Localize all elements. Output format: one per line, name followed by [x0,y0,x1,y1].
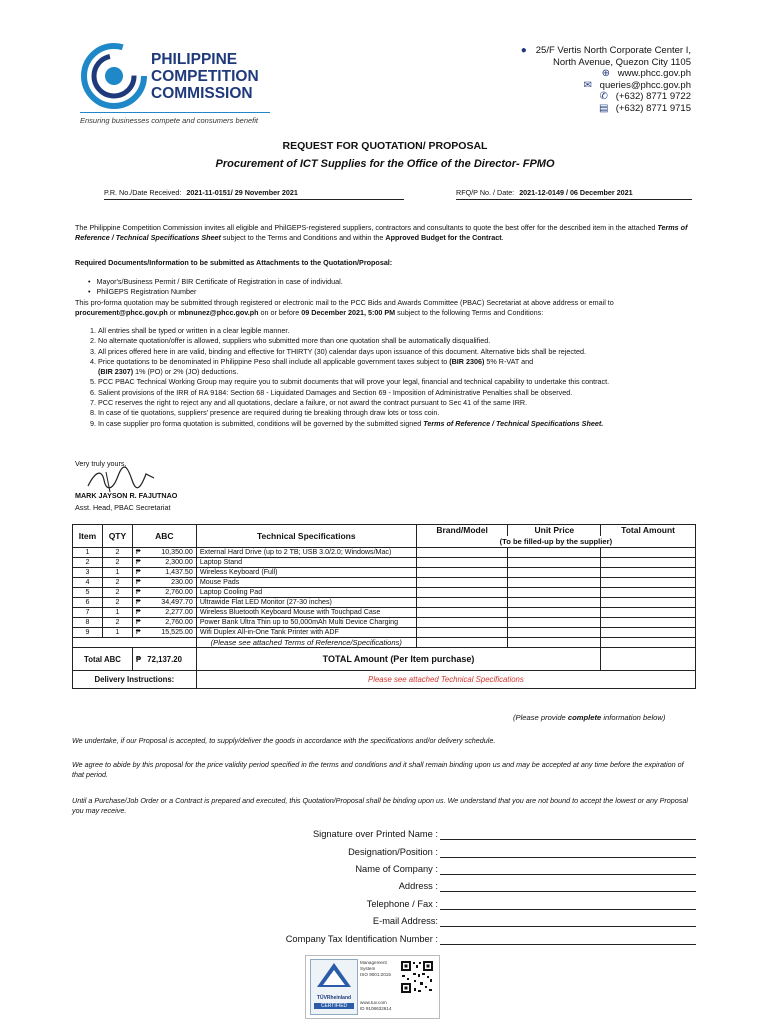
rfq-value: 2021-12-0149 / 06 December 2021 [519,188,633,197]
table-row [73,568,696,578]
item-number: 4 [73,578,103,588]
phone-number: (+632) 8771 9722 [615,91,691,102]
submission-deadline: 09 December 2021, 5:00 PM [301,308,396,318]
item-number: 2 [73,558,103,568]
table-row [73,608,696,618]
signature-field-row [0,881,770,898]
item-number: 5 [73,588,103,598]
brand-model-input[interactable] [416,558,508,568]
delivery-label: Delivery Instructions: [73,671,197,689]
total-amount-row-input[interactable] [601,628,696,638]
signature-field-row [0,899,770,916]
submission-end: subject to the following Terms and Conditions: [395,308,544,318]
term4-text-2: 5% R-VAT and [484,356,534,366]
intro-paragraph [75,223,693,243]
total-amount-row-input[interactable] [601,588,696,598]
brand-model-input[interactable] [416,628,508,638]
email-link[interactable]: queries@phcc.gov.ph [599,79,691,91]
signatory-title: Asst. Head, PBAC Secretariat [75,503,171,512]
item-number: 1 [73,548,103,558]
total-amount-row-input[interactable] [601,598,696,608]
item-spec: Wifi Duplex All-in-One Tank Printer with ADF [196,628,416,638]
signature-field-input[interactable] [440,857,696,858]
spacer-cell [73,638,197,648]
items-table-wrapper [72,524,696,689]
item-number: 6 [73,598,103,608]
brand-model-input[interactable] [416,548,508,558]
item-abc: 2,760.00 [165,588,193,596]
signatory-name: MARK JAYSON R. FAJUTNAO [75,491,178,500]
total-abc-value: 72,137.20 [147,654,182,664]
spacer-cell [508,638,601,648]
item-qty: 2 [102,598,132,608]
term9-text: In case supplier pro forma quotation is submitted, conditions will be governed by the submitted signed [98,418,424,428]
table-row [73,558,696,568]
globe-icon: ⊕ [601,68,610,79]
submission-paragraph [75,298,695,318]
signature-field-row [0,847,770,864]
required-item-text: Mayor's/Business Permit / BIR Certificate of Registration in case of individual. [96,277,343,286]
item-spec: Wireless Bluetooth Keyboard Mouse with Touchpad Case [196,608,416,618]
col-header-qty: QTY [102,525,132,548]
items-table [72,524,696,689]
address-line2: North Avenue, Quezon City 1105 [552,56,691,68]
org-name-line3: COMMISSION [151,85,253,102]
signature-field-label: Name of Company : [355,864,438,874]
peso-sign: ₱ [135,598,141,606]
fill-note: (To be filled-up by the supplier) [416,536,695,548]
closing-text: Very truly yours, [75,459,127,468]
signature-field-label: Company Tax Identification Number : [285,934,438,944]
signature-field-label: Address : [398,881,438,891]
brand-model-input[interactable] [416,568,508,578]
terms-list [80,326,695,429]
term9-tor: Terms of Reference / Technical Specifications Sheet. [423,418,604,428]
signature-field-row [0,916,770,933]
signature-field-row [0,829,770,846]
term-item [98,357,695,378]
cert-site: www.tuv.com [360,1000,387,1005]
total-amount-input[interactable] [601,648,696,671]
org-tagline: Ensuring businesses compete and consumers benefit [80,116,259,125]
peso-sign: ₱ [135,558,141,566]
cert-id: ID 9108632614 [360,1006,392,1011]
tuv-triangle-icon [311,960,357,990]
unit-price-input[interactable] [508,558,601,568]
submission-email-2[interactable]: mbnunez@phcc.gov.ph [178,308,259,318]
peso-sign: ₱ [135,608,141,616]
item-abc: 34,497.70 [161,598,193,606]
peso-sign: ₱ [135,568,141,576]
website-link[interactable]: www.phcc.gov.ph [617,68,691,79]
total-amount-label: TOTAL Amount (Per Item purchase) [196,648,600,671]
undertaking-3: Until a Purchase/Job Order or a Contract is prepared and executed, this Quotation/Proposal shall be binding upon us. We understand that you are not bound to accept the lowest or any Proposal you may receive. [72,796,688,816]
logo-underline [80,112,270,113]
total-amount-row-input[interactable] [601,608,696,618]
signature-field-label: E-mail Address: [372,916,438,926]
item-spec: Power Bank Ultra Thin up to 50,000mAh Multi Device Charging [196,618,416,628]
required-list [88,277,343,297]
submission-or: or [167,308,179,318]
tuv-badge-top: TÜVRheinland [316,995,352,1001]
signature-field-input[interactable] [440,944,696,945]
complete-note-c: information below) [601,713,666,722]
unit-price-input[interactable] [508,618,601,628]
envelope-icon: ✉ [583,79,592,91]
term4-bir2306: (BIR 2306) [449,356,485,366]
unit-price-input[interactable] [508,608,601,618]
brand-model-input[interactable] [416,618,508,628]
peso-sign: ₱ [135,618,141,626]
brand-model-input[interactable] [416,598,508,608]
spacer-cell [416,638,508,648]
intro-text-2: subject to the Terms and Conditions and within the [220,233,386,243]
item-spec: Laptop Cooling Pad [196,588,416,598]
tuv-logo [310,959,358,1015]
total-abc-cell [132,648,196,671]
signature-field-row [0,934,770,951]
org-logo [80,42,148,110]
page-title: REQUEST FOR QUOTATION/ PROPOSAL [282,140,488,152]
item-qty: 1 [102,568,132,578]
item-number: 9 [73,628,103,638]
signature-field-label: Signature over Printed Name : [312,829,438,839]
phone-icon: ✆ [599,91,608,102]
term-item [98,419,695,429]
peso-sign: ₱ [135,588,141,596]
pr-value: 2021-11-0151/ 29 November 2021 [186,188,298,197]
item-number: 3 [73,568,103,578]
col-header-abc: ABC [132,525,196,548]
item-qty: 2 [102,558,132,568]
total-amount-row-input[interactable] [601,568,696,578]
total-amount-row-input[interactable] [601,558,696,568]
page-subtitle: Procurement of ICT Supplies for the Office of the Director- FPMO [215,158,555,170]
item-spec: Ultrawide Flat LED Monitor (27-30 inches) [196,598,416,608]
item-qty: 2 [102,618,132,628]
certification-badge [305,955,440,1019]
item-abc-cell [132,598,196,608]
unit-price-input[interactable] [508,588,601,598]
item-abc: 15,525.00 [161,628,193,636]
item-qty: 1 [102,628,132,638]
item-abc: 2,300.00 [165,558,193,566]
table-row [73,628,696,638]
item-abc-cell [132,618,196,628]
total-amount-row-input[interactable] [601,618,696,628]
complete-note-b: complete [567,713,602,722]
qr-code [400,960,434,994]
col-header-specs: Technical Specifications [196,525,416,548]
rfq-label: RFQ/P No. / Date: [456,188,515,197]
item-number: 7 [73,608,103,618]
total-amount-row-input[interactable] [601,548,696,558]
item-spec: Wireless Keyboard (Full) [196,568,416,578]
peso-sign: ₱ [135,628,141,636]
location-pin-icon: ● [520,45,527,56]
col-header-total: Total Amount [601,525,696,537]
item-qty: 2 [102,578,132,588]
total-amount-row-input[interactable] [601,578,696,588]
tuv-badge-bottom: CERTIFIED [314,1003,354,1009]
intro-tor: Terms of Reference / Technical Specifications Sheet [75,223,688,243]
signature-field-row [0,864,770,881]
submission-on-before: on or before [258,308,302,318]
undertaking-2: We agree to abide by this proposal for the price validity period specified in the terms and conditions and it shall remain binding upon us and may be accepted at any time before the expiration of that period. [72,760,684,780]
unit-price-input[interactable] [508,628,601,638]
complete-note-a: (Please provide [513,713,568,722]
address-line1: 25/F Vertis North Corporate Center I, [535,45,691,56]
term-item: 8. In case of tie quotations, suppliers' presence are required during tie breaking through draw lots or toss coin. [98,408,695,418]
intro-text: The Philippine Competition Commission invites all eligible and PhilGEPS-registered suppliers, contractors and consultants to quote the best offer for the described item in the attached [75,223,658,232]
item-abc: 2,760.00 [165,618,193,626]
org-name-line1: PHILIPPINE [151,51,238,68]
spacer-cell [601,638,696,648]
signature-field-input[interactable] [440,891,696,892]
brand-model-input[interactable] [416,578,508,588]
signature-field-label: Telephone / Fax : [366,899,438,909]
item-qty: 2 [102,548,132,558]
item-abc-cell [132,588,196,598]
unit-price-input[interactable] [508,568,601,578]
item-spec: Laptop Stand [196,558,416,568]
peso-sign: ₱ [135,654,142,664]
col-header-brand: Brand/Model [416,525,508,537]
fax-icon: ▤ [598,102,609,114]
fax-number: (+632) 8771 9715 [615,102,691,114]
brand-model-input[interactable] [416,588,508,598]
intro-abc: Approved Budget for the Contract [385,233,502,243]
item-abc-cell [132,558,196,568]
term-item: 7. PCC reserves the right to reject any and all quotations, declare a failure, or not award the contract pursuant to Sec 41 of the same IRR. [98,398,695,408]
brand-model-input[interactable] [416,608,508,618]
item-spec: External Hard Drive (up to 2 TB; USB 3.0/2.0; Windows/Mac) [196,548,416,558]
item-abc-cell [132,578,196,588]
term4-text-3: 1% (PO) or 2% (JO) deductions. [133,367,239,377]
signature-field-input[interactable] [440,874,696,875]
pr-underline [104,199,404,200]
unit-price-input[interactable] [508,548,601,558]
contact-block [518,45,691,114]
col-header-unit-price: Unit Price [508,525,601,537]
cert-system: Management System [360,960,387,971]
total-abc-label: Total ABC [73,648,133,671]
term-item: 1. All entries shall be typed or written in a clear legible manner. [98,326,695,336]
complete-note [513,713,665,722]
term-item: 2. No alternate quotation/offer is allowed, suppliers who submitted more than one quotation shall be automatically disqualified. [98,336,695,346]
attached-note: (Please see attached Terms of Reference/Specifications) [196,638,416,648]
item-abc-cell [132,568,196,578]
signature-field-input[interactable] [440,909,696,910]
table-row [73,548,696,558]
undertaking-1: We undertake, if our Proposal is accepted, to supply/deliver the goods in accordance with the specifications and/or delivery schedule. [72,736,496,745]
signature-field-input[interactable] [440,926,696,927]
item-abc: 10,350.00 [161,548,193,556]
item-spec: Mouse Pads [196,578,416,588]
peso-sign: ₱ [135,578,141,586]
delivery-value: Please see attached Technical Specifications [196,671,695,689]
pr-label: P.R. No./Date Received: [104,188,182,197]
table-row [73,578,696,588]
list-item: • Mayor's/Business Permit / BIR Certificate of Registration in case of individual. [88,277,343,286]
list-item: • PhilGEPS Registration Number [88,287,197,297]
table-row [73,618,696,628]
required-heading: Required Documents/Information to be submitted as Attachments to the Quotation/Proposal: [75,258,393,267]
term4-bir2307: (BIR 2307) [98,367,134,377]
table-row [73,598,696,608]
item-abc: 230.00 [171,578,193,586]
term-item: 5. PCC PBAC Technical Working Group may require you to submit documents that will prove your legal, financial and technical capability to undertake this contract. [98,377,695,387]
item-abc: 2,277.00 [165,608,193,616]
submission-text: This pro-forma quotation may be submitted through registered or electronic mail to the PCC Bids and Awards Committee (PBAC) Secretariat at above address or email to [75,298,614,307]
signature-field-label: Designation/Position : [348,847,438,857]
term-item: 3. All prices offered here in are valid, binding and effective for THIRTY (30) calendar days upon issuance of this document. Alternative bids shall be rejected. [98,347,695,357]
submission-email-1[interactable]: procurement@phcc.gov.ph [75,308,168,318]
intro-end: . [501,233,504,243]
signature-field-input[interactable] [440,839,696,840]
term-item: 6. Salient provisions of the IRR of RA 9184: Section 68 - Liquidated Damages and Section 69 - Imposition of Administrative Penalties shall be observed. [98,388,695,398]
item-qty: 2 [102,588,132,598]
rfq-underline [456,199,692,200]
peso-sign: ₱ [135,548,141,556]
org-name-line2: COMPETITION [151,68,259,85]
item-abc-cell [132,608,196,618]
item-qty: 1 [102,608,132,618]
unit-price-input[interactable] [508,598,601,608]
item-number: 8 [73,618,103,628]
unit-price-input[interactable] [508,578,601,588]
term4-text: Price quotations to be denominated in Philippine Peso shall include all applicable government taxes subject to [98,356,450,366]
col-header-item: Item [73,525,103,548]
cert-standard: ISO 9001:2015 [360,972,391,977]
required-item-text: PhilGEPS Registration Number [96,287,197,297]
item-abc-cell [132,548,196,558]
item-abc: 1,437.50 [165,568,193,576]
table-row [73,588,696,598]
item-abc-cell [132,628,196,638]
